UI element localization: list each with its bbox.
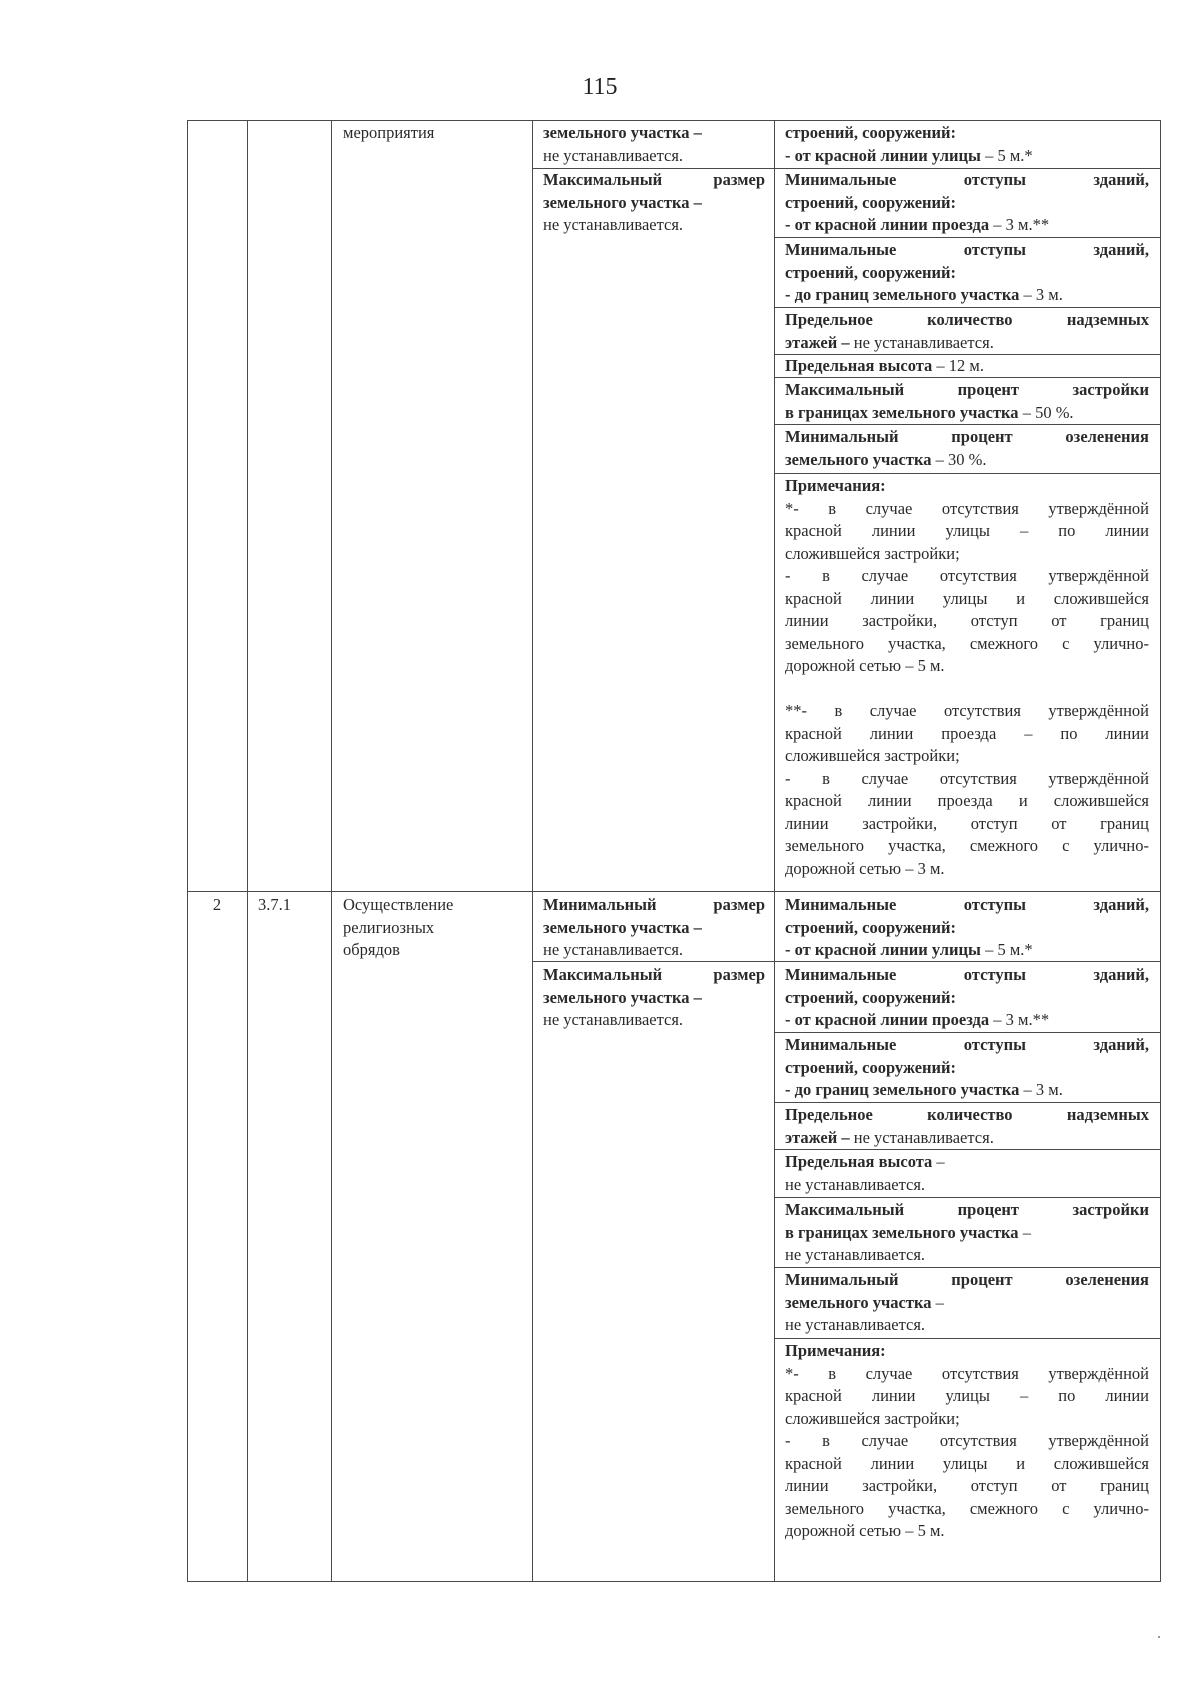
- param-value: – 12 м.: [932, 356, 984, 375]
- table-border-right: [1160, 120, 1161, 1581]
- row2-notes: [785, 1340, 1149, 1543]
- cell-divider: [774, 307, 1161, 308]
- param-value: –: [932, 1152, 945, 1171]
- param-value: – 50 %.: [1018, 402, 1074, 422]
- param-line: - от красной линии улицы: [785, 940, 981, 959]
- plot-value: не устанавливается.: [543, 940, 684, 959]
- note-line: дорожной сетью – 5 м.: [785, 1521, 945, 1540]
- param-value: – 3 м.**: [989, 1010, 1050, 1029]
- param-value: – 5 м.*: [980, 940, 1033, 959]
- row2-param-greening: [785, 1269, 1149, 1337]
- note-line: красной линии улицы – по линии: [785, 1386, 1149, 1405]
- cell-divider: [774, 1197, 1161, 1198]
- row1-param-setback-street: [785, 122, 1149, 167]
- cell-divider: [774, 1338, 1161, 1339]
- plot-line: Максимальный размер: [543, 965, 765, 984]
- param-line: земельного участка: [785, 1292, 932, 1312]
- param-line: Минимальные отступы зданий,: [785, 895, 1149, 914]
- plot-line: земельного участка –: [543, 917, 702, 937]
- param-line: Максимальный процент застройки: [785, 1200, 1149, 1219]
- param-line: Минимальные отступы зданий,: [785, 240, 1149, 259]
- row1-plot-min-normal: не устанавливается.: [543, 145, 684, 165]
- use-name-line: религиозных: [343, 917, 435, 937]
- note-line: дорожной сетью – 5 м.: [785, 656, 945, 675]
- param-line: Минимальные отступы зданий,: [785, 965, 1149, 984]
- param-value: не устанавливается.: [849, 1127, 994, 1147]
- param-line: Максимальный процент застройки: [785, 380, 1149, 399]
- table-border-bottom: [187, 1581, 1161, 1582]
- cell-divider: [774, 1032, 1161, 1033]
- row2-param-floors: [785, 1104, 1149, 1149]
- note-line: - в случае отсутствия утверждённой: [785, 768, 1149, 788]
- param-line: строений, сооружений:: [785, 123, 957, 142]
- row1-plot-max-normal: не устанавливается.: [543, 215, 684, 234]
- table-col-divider: [532, 120, 533, 1581]
- param-line: строений, сооружений:: [785, 917, 957, 937]
- note-line: сложившейся застройки;: [785, 746, 960, 765]
- param-value: – 3 м.: [1019, 285, 1063, 304]
- param-line: - до границ земельного участка: [785, 1080, 1020, 1099]
- row1-param-coverage: [785, 379, 1149, 424]
- note-line: земельного участка, смежного с улично-: [785, 633, 1149, 653]
- row2-param-setback-passage: [785, 964, 1149, 1032]
- note-line: *- в случае отсутствия утверждённой: [785, 1363, 1149, 1383]
- param-line: - от красной линии улицы: [785, 145, 981, 165]
- notes-title: Примечания:: [785, 1341, 886, 1360]
- row2-param-setback-boundary: [785, 1034, 1149, 1102]
- row2-code: 3.7.1: [258, 895, 291, 914]
- param-line: в границах земельного участка: [785, 1222, 1019, 1242]
- param-value: – 3 м.: [1019, 1080, 1063, 1099]
- param-line: - от красной линии проезда: [785, 215, 990, 234]
- row2-plot-max-cell: [543, 964, 765, 1032]
- param-value: –: [931, 1292, 944, 1312]
- row1-name-tail: мероприятия: [343, 123, 435, 142]
- note-line: красной линии проезда и сложившейся: [785, 791, 1149, 810]
- row1-plot-max-cell: [543, 169, 765, 237]
- param-line: - от красной линии проезда: [785, 1010, 990, 1029]
- row1-param-setback-passage: [785, 169, 1149, 237]
- param-value: не устанавливается.: [849, 332, 994, 352]
- param-line: Минимальные отступы зданий,: [785, 1035, 1149, 1054]
- cell-divider: [774, 1149, 1161, 1150]
- param-line: Предельная высота: [785, 356, 933, 375]
- param-line: Минимальный процент озеленения: [785, 1270, 1149, 1289]
- cell-divider: [774, 237, 1161, 238]
- param-line: Предельное количество надземных: [785, 1105, 1149, 1124]
- notes-title: Примечания:: [785, 476, 886, 495]
- note-line: *- в случае отсутствия утверждённой: [785, 498, 1149, 518]
- note-line: линии застройки, отступ от границ: [785, 611, 1149, 630]
- param-line: - до границ земельного участка: [785, 285, 1020, 304]
- use-name-line: обрядов: [343, 940, 400, 959]
- row1-name-cell: [343, 122, 523, 145]
- param-value: – 30 %.: [931, 449, 987, 469]
- param-value: не устанавливается.: [785, 1245, 926, 1264]
- note-line: земельного участка, смежного с улично-: [785, 836, 1149, 855]
- table-col-divider: [247, 120, 248, 1581]
- cell-divider: [774, 473, 1161, 474]
- note-line: земельного участка, смежного с улично-: [785, 1498, 1149, 1518]
- param-line: Предельная высота: [785, 1152, 933, 1171]
- note-line: сложившейся застройки;: [785, 1408, 960, 1428]
- table-border-left: [187, 120, 188, 1581]
- table-col-divider: [331, 120, 332, 1581]
- page-number: 115: [582, 74, 618, 100]
- param-value: – 3 м.**: [989, 215, 1050, 234]
- param-line: этажей –: [785, 332, 850, 352]
- row-divider: [187, 891, 1161, 892]
- note-line: линии застройки, отступ от границ: [785, 813, 1149, 833]
- row1-plot-max-bold2: земельного участка –: [543, 192, 702, 212]
- param-line: строений, сооружений:: [785, 192, 957, 212]
- row2-param-coverage: [785, 1199, 1149, 1267]
- param-line: Минимальный процент озеленения: [785, 427, 1149, 446]
- param-value: – 5 м.*: [980, 145, 1033, 165]
- note-line: красной линии улицы и сложившейся: [785, 1453, 1149, 1473]
- row1-plot-min-bold: земельного участка –: [543, 123, 702, 142]
- param-value: не устанавливается.: [785, 1174, 926, 1194]
- note-line: - в случае отсутствия утверждённой: [785, 566, 1149, 585]
- cell-divider: [774, 424, 1161, 425]
- note-line: - в случае отсутствия утверждённой: [785, 1431, 1149, 1450]
- row2-param-height: [785, 1151, 1149, 1196]
- note-line: **- в случае отсутствия утверждённой: [785, 701, 1149, 720]
- cell-divider: [774, 1267, 1161, 1268]
- param-line: строений, сооружений:: [785, 1057, 957, 1077]
- use-name-line: Осуществление: [343, 895, 454, 914]
- row1-plot-min-cell: [543, 122, 765, 167]
- row2-param-setback-street: [785, 894, 1149, 962]
- row1-param-setback-boundary: [785, 239, 1149, 307]
- row1-param-greening: [785, 426, 1149, 471]
- plot-value: не устанавливается.: [543, 1010, 684, 1029]
- plot-line: земельного участка –: [543, 987, 702, 1007]
- scan-speck: [1158, 1636, 1160, 1638]
- table-col-divider: [774, 120, 775, 1581]
- param-line: земельного участка: [785, 449, 932, 469]
- param-value: –: [1018, 1222, 1031, 1242]
- note-line: красной линии улицы и сложившейся: [785, 588, 1149, 608]
- note-line: линии застройки, отступ от границ: [785, 1476, 1149, 1495]
- row2-name-cell: [343, 894, 523, 962]
- note-line: дорожной сетью – 3 м.: [785, 858, 945, 878]
- param-line: строений, сооружений:: [785, 987, 957, 1007]
- param-line: строений, сооружений:: [785, 262, 957, 282]
- plot-line: Минимальный размер: [543, 895, 765, 914]
- param-line: Предельное количество надземных: [785, 310, 1149, 329]
- row1-notes: [785, 475, 1149, 880]
- note-line: сложившейся застройки;: [785, 543, 960, 563]
- param-line: Минимальные отступы зданий,: [785, 170, 1149, 189]
- row1-param-floors: [785, 309, 1149, 354]
- param-line: этажей –: [785, 1127, 850, 1147]
- param-value: не устанавливается.: [785, 1315, 926, 1334]
- row1-param-height: [785, 355, 1149, 378]
- row2-number: 2: [212, 895, 222, 914]
- table-border-top: [187, 120, 1161, 121]
- row1-plot-max-bold1: Максимальный размер: [543, 170, 765, 189]
- note-line: красной линии улицы – по линии: [785, 521, 1149, 540]
- row2-plot-min-cell: [543, 894, 765, 962]
- param-line: в границах земельного участка: [785, 402, 1019, 422]
- cell-divider: [774, 1102, 1161, 1103]
- note-line: красной линии проезда – по линии: [785, 723, 1149, 743]
